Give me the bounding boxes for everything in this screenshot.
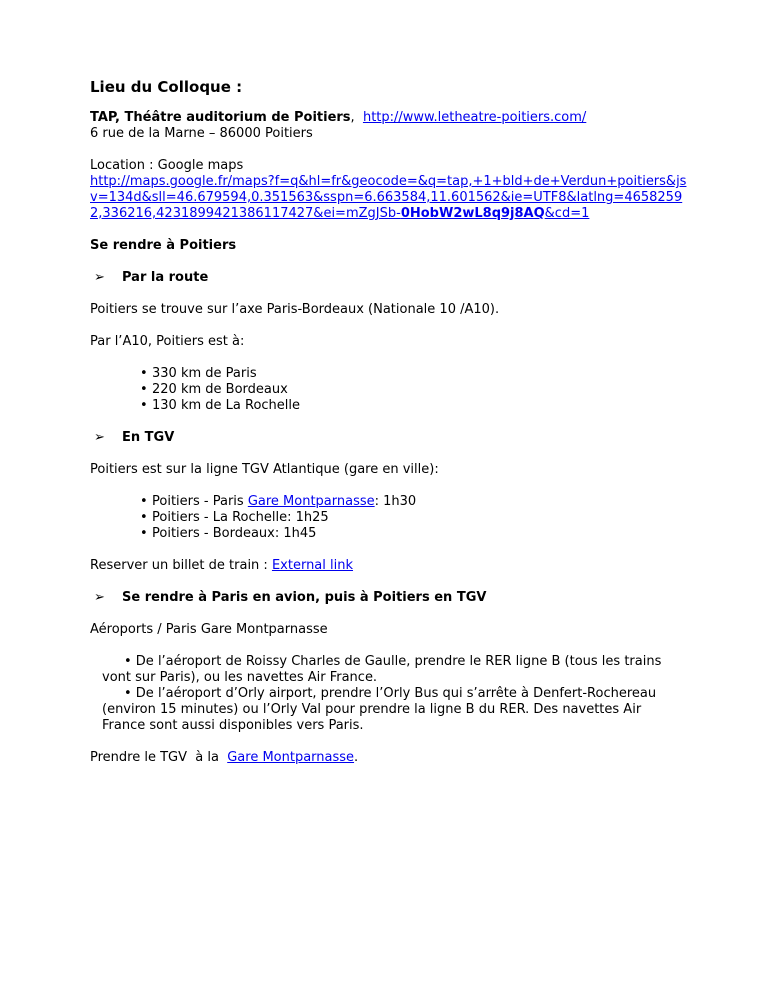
section-heading-getting-there: Se rendre à Poitiers (90, 238, 237, 253)
subheading-by-plane: ➢ Se rendre à Paris en avion, puis à Poitiers en TGV (94, 590, 487, 605)
distance-list (90, 366, 690, 414)
list-item: • Poitiers - La Rochelle: 1h25 (140, 510, 329, 525)
arrow-bullet-icon: ➢ (94, 590, 105, 605)
list-item: • 220 km de Bordeaux (140, 382, 288, 397)
external-booking-link[interactable]: External link (271, 558, 354, 573)
gare-montparnasse-link[interactable]: Gare Montparnasse (247, 494, 375, 509)
google-maps-link[interactable] (90, 174, 686, 221)
maps-url-part1: http://maps.google.fr/maps?f=q&hl=fr&geocode=&q=tap,+1+bld+de+Verdun+poitiers&jsv=134d&sll=46.679594,0.351563&sspn=6.663584,11.601562&ie=UTF8&latlng=46582592,336216,4231899421386117427&ei=mZgJSb- (90, 174, 687, 221)
road-intro: Poitiers se trouve sur l’axe Paris-Bordeaux (Nationale 10 /A10). (90, 302, 500, 317)
page-title: Lieu du Colloque : (90, 78, 243, 96)
maps-url-bold: 0HobW2wL8q9j8AQ (400, 206, 545, 221)
tgv-route-list (90, 494, 690, 542)
bullet-dot-icon: • (140, 398, 148, 413)
bullet-dot-icon: • (140, 526, 148, 541)
final-line: Prendre le TGV à la Gare Montparnasse. (90, 750, 359, 765)
bullet-dot-icon: • (140, 494, 148, 509)
plane-intro: Aéroports / Paris Gare Montparnasse (90, 622, 328, 637)
bullet-dot-icon: • (140, 510, 148, 525)
list-item: • 330 km de Paris (140, 366, 257, 381)
cdg-paragraph: • De l’aéroport de Roissy Charles de Gaulle, prendre le RER ligne B (tous les trains vont sur Paris), ou les navettes Air France. (102, 654, 662, 685)
document-page (90, 78, 690, 766)
location-label: Location : Google maps (90, 158, 244, 173)
venue-website-link[interactable]: http://www.letheatre-poitiers.com/ (362, 110, 587, 125)
bullet-dot-icon: • (140, 382, 148, 397)
arrow-bullet-icon: ➢ (94, 430, 105, 445)
venue-separator: , (350, 110, 355, 125)
tgv-intro: Poitiers est sur la ligne TGV Atlantique (gare en ville): (90, 462, 439, 477)
maps-url-part3: &cd=1 (544, 206, 590, 221)
a10-intro: Par l’A10, Poitiers est à: (90, 334, 245, 349)
venue-line (90, 110, 690, 126)
gare-montparnasse-final-link[interactable]: Gare Montparnasse (227, 750, 355, 765)
venue-address: 6 rue de la Marne – 86000 Poitiers (90, 126, 313, 141)
list-item: • 130 km de La Rochelle (140, 398, 301, 413)
booking-line: Reserver un billet de train : External link (90, 558, 354, 573)
list-item: • Poitiers - Bordeaux: 1h45 (140, 526, 317, 541)
subheading-by-road: ➢ Par la route (94, 270, 209, 285)
bullet-dot-icon: • (140, 366, 148, 381)
orly-paragraph: • De l’aéroport d’Orly airport, prendre l’Orly Bus qui s’arrête à Denfert-Rochereau (environ 15 minutes) ou l’Orly Val pour prendre la ligne B du RER. Des navettes Air France sont aussi disponibles vers Paris. (102, 686, 657, 733)
maps-link-paragraph (90, 174, 690, 222)
venue-name: TAP, Théâtre auditorium de Poitiers (90, 110, 351, 125)
list-item: • Poitiers - Paris Gare Montparnasse: 1h30 (140, 494, 417, 509)
subheading-by-tgv: ➢ En TGV (94, 430, 175, 445)
arrow-bullet-icon: ➢ (94, 270, 105, 285)
